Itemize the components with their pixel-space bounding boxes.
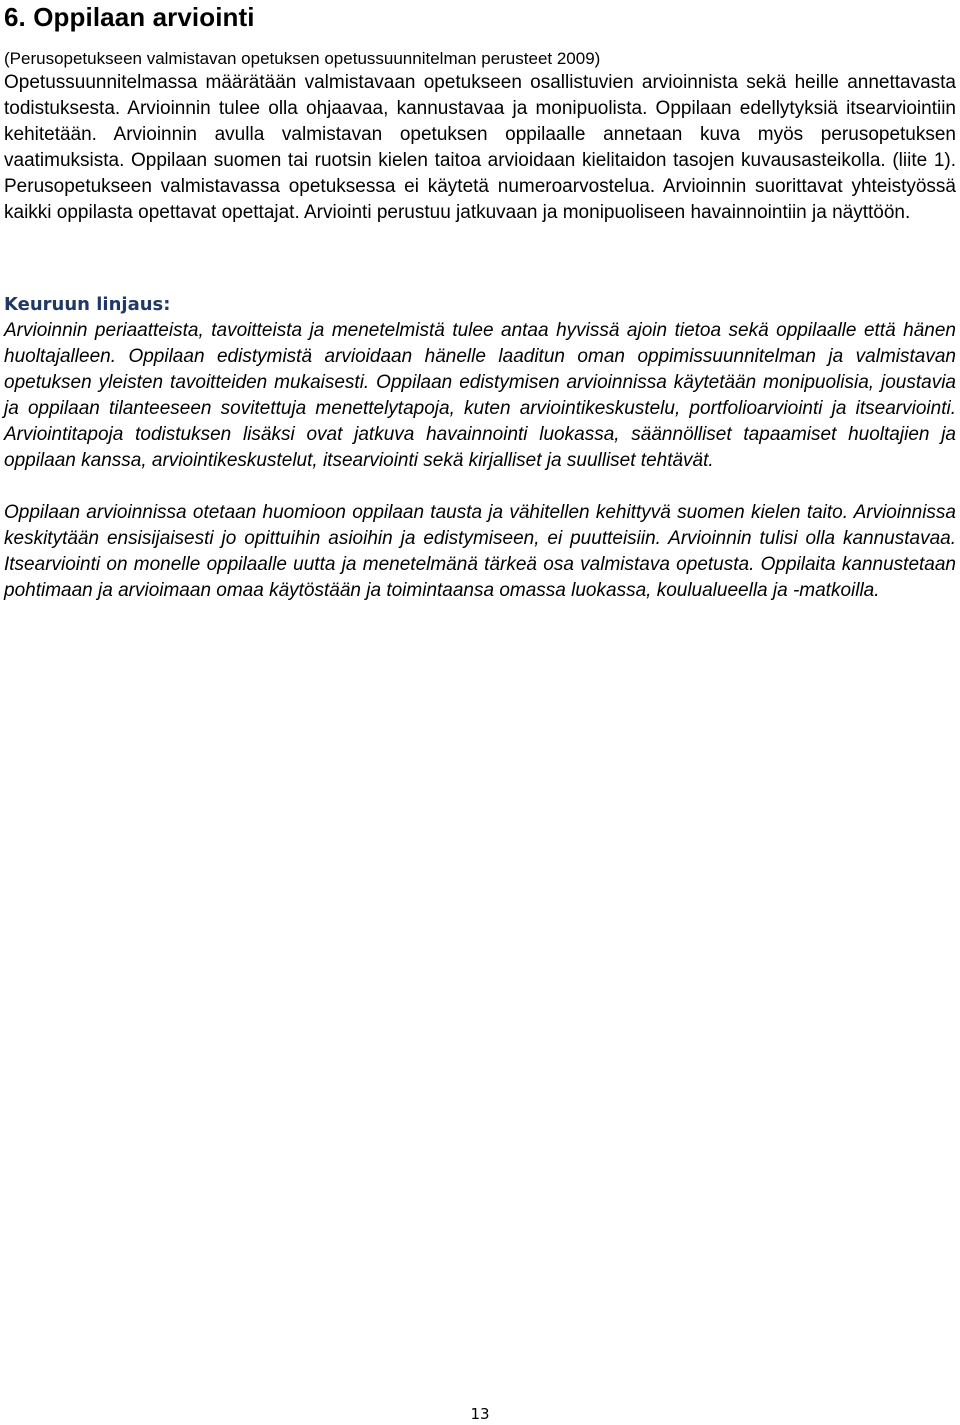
policy-paragraph-1: Arvioinnin periaatteista, tavoitteista ja menetelmistä tulee antaa hyvissä ajoin tietoa sekä oppilaalle että hänen huoltajalleen. Oppilaan edistymistä arvioidaan hänelle laaditun oman oppimissuunnitelman ja valmistavan opetuksen yleisten tavoitteiden mukaisesti. Oppilaan edistymisen arvioinnissa käytetään monipuolisia, joustavia ja oppilaan tilanteeseen sovitettuja menettelytapoja, kuten arviointikeskustelu, portfolioarviointi ja itsearviointi. Arviointitapoja todistuksen lisäksi ovat jatkuva havainnointi luokassa, säännölliset tapaamiset huoltajien ja oppilaan kanssa, arviointikeskustelut, itsearviointi sekä kirjalliset ja suulliset tehtävät. [4, 320, 956, 471]
document-page [4, 0, 956, 604]
section-heading: 6. Oppilaan arviointi [4, 2, 255, 32]
intro-paragraph: Opetussuunnitelmassa määrätään valmistavaan opetukseen osallistuvien arvioinnista sekä heille annettavasta todistuksesta. Arvioinnin tulee olla ohjaavaa, kannustavaa ja monipuolista. Oppilaan edellytyksiä itsearviointiin kehitetään. Arvioinnin avulla valmistavan opetuksen oppilaalle annetaan kuva myös perusopetuksen vaatimuksista. Oppilaan suomen tai ruotsin kielen taitoa arvioidaan kielitaidon tasojen kuvausasteikolla. (liite 1). Perusopetukseen valmistavassa opetuksessa ei käytetä numeroarvostelua. Arvioinnin suorittavat yhteistyössä kaikki oppilasta opettavat opettajat. Arviointi perustuu jatkuvaan ja monipuoliseen havainnointiin ja näyttöön. [4, 72, 956, 223]
policy-paragraph-2: Oppilaan arvioinnissa otetaan huomioon oppilaan tausta ja vähitellen kehittyvä suomen kielen taito. Arvioinnissa keskitytään ensisijaisesti jo opittuihin asioihin ja edistymiseen, ei puutteisiin. Arvioinnin tulisi olla kannustavaa. Itsearviointi on monelle oppilaalle uutta ja menetelmänä tärkeä osa valmistava opetusta. Oppilaita kannustetaan pohtimaan ja arvioimaan omaa käytöstään ja toimintaansa omassa luokassa, koulualueella ja -matkoilla. [4, 502, 956, 601]
source-note: (Perusopetukseen valmistavan opetuksen opetussuunnitelman perusteet 2009) [4, 49, 601, 68]
page-number: 13 [470, 1405, 490, 1423]
keuruu-policy-label: Keuruun linjaus: [4, 294, 171, 315]
